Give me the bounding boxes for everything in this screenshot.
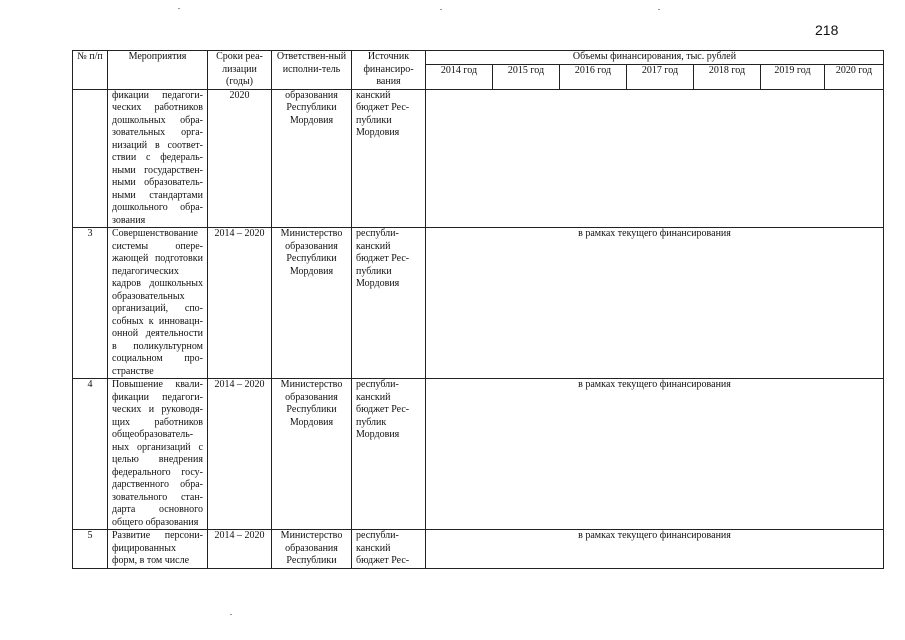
row-financing: в рамках текущего финансирования bbox=[426, 379, 884, 530]
row-financing: в рамках текущего финансирования bbox=[426, 530, 884, 569]
row-terms: 2014 – 2020 bbox=[208, 228, 272, 379]
header-responsible: Ответствен-ный исполни-тель bbox=[272, 51, 352, 90]
row-responsible: Министерство образования Республики Мордовия bbox=[272, 228, 352, 379]
row-financing: в рамках текущего финансирования bbox=[426, 228, 884, 379]
header-year: 2018 год bbox=[694, 64, 761, 89]
scan-speck bbox=[178, 8, 180, 9]
header-num: № п/п bbox=[73, 51, 108, 90]
scan-speck bbox=[658, 9, 660, 10]
table-row bbox=[73, 530, 884, 569]
row-activity: Совершенствование системы опере-жающей подготовки педагогических кадров дошкольных образовательных организаций, спо-собных к инновацн-онной деятельности в поликультурном социальном про-странстве bbox=[108, 228, 208, 379]
header-funding: Объемы финансирования, тыс. рублей bbox=[426, 51, 884, 65]
header-year: 2020 год bbox=[825, 64, 884, 89]
funding-table bbox=[72, 50, 884, 569]
row-num: 4 bbox=[73, 379, 108, 530]
row-activity: Развитие персони-фицированных форм, в том числе bbox=[108, 530, 208, 569]
row-responsible: Министерство образования Республики bbox=[272, 530, 352, 569]
row-responsible: Министерство образования Республики Мордовия bbox=[272, 379, 352, 530]
table-row bbox=[73, 228, 884, 379]
header-year: 2019 год bbox=[761, 64, 825, 89]
row-responsible: образования Республики Мордовия bbox=[272, 89, 352, 228]
table-row bbox=[73, 89, 884, 228]
row-source: республи-канский бюджет Рес-публики Мордовия bbox=[352, 228, 426, 379]
header-year: 2016 год bbox=[560, 64, 627, 89]
header-year: 2014 год bbox=[426, 64, 493, 89]
scan-speck bbox=[230, 614, 232, 615]
row-terms: 2014 – 2020 bbox=[208, 530, 272, 569]
row-source: канский бюджет Рес-публики Мордовия bbox=[352, 89, 426, 228]
row-financing bbox=[426, 89, 884, 228]
row-terms: 2014 – 2020 bbox=[208, 379, 272, 530]
row-num bbox=[73, 89, 108, 228]
page-number: 218 bbox=[815, 22, 839, 38]
header-terms: Сроки реа-лизации (годы) bbox=[208, 51, 272, 90]
table-row bbox=[73, 379, 884, 530]
row-activity: фикации педагоги-ческих работников дошкольных обра-зовательных орга-низаций в соответ-ствии с федераль-ными государствен-ными образователь-ными стандартами дошкольного обра-зования bbox=[108, 89, 208, 228]
row-num: 5 bbox=[73, 530, 108, 569]
row-terms: 2020 bbox=[208, 89, 272, 228]
scan-speck bbox=[440, 9, 442, 10]
header-activity: Мероприятия bbox=[108, 51, 208, 90]
row-num: 3 bbox=[73, 228, 108, 379]
header-year: 2017 год bbox=[627, 64, 694, 89]
header-source: Источник финансиро-вания bbox=[352, 51, 426, 90]
row-source: республи-канский бюджет Рес- bbox=[352, 530, 426, 569]
row-source: республи-канский бюджет Рес-публик Мордовия bbox=[352, 379, 426, 530]
header-year: 2015 год bbox=[493, 64, 560, 89]
row-activity: Повышение квали-фикации педагоги-ческих и руководя-щих работников общеобразователь-ных организаций с целью внедрения федерального госу-дарственного обра-зовательного стан-дарта основного общего образования bbox=[108, 379, 208, 530]
